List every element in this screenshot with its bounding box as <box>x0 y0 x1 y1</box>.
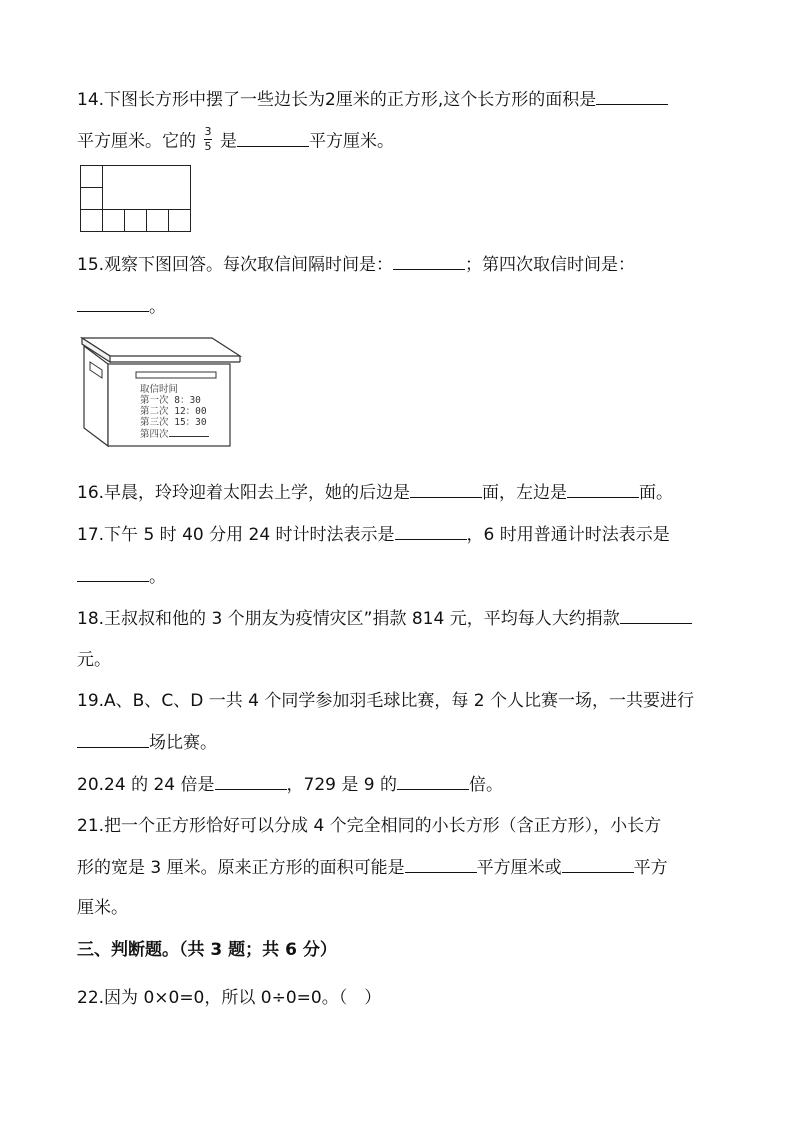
q21-line2: 形的宽是 3 厘米。原来正方形的面积可能是 平方厘米或 平方 <box>77 858 668 878</box>
q14-blank-area[interactable] <box>596 88 668 105</box>
q17-blank-24h[interactable] <box>395 523 467 540</box>
fraction-three-fifths: $\frac{3}{5}$ <box>204 125 212 153</box>
q20-blank-times[interactable] <box>397 773 469 790</box>
q14-line1: 14.下图长方形中摆了一些边长为2厘米的正方形,这个长方形的面积是 <box>77 88 668 111</box>
q16-blank-behind[interactable] <box>410 481 482 498</box>
schedule-row: 第四次 <box>140 428 209 440</box>
schedule-title: 取信时间 <box>140 384 179 395</box>
rectangle-with-squares-figure <box>80 165 192 233</box>
q20-blank-product[interactable] <box>215 773 287 790</box>
schedule-row: 第一次 8：30 <box>140 395 201 406</box>
q19-line2: 场比赛。 <box>77 731 217 754</box>
q18-line2: 元。 <box>77 650 111 670</box>
q17-blank-12h[interactable] <box>77 565 149 582</box>
q15-blank-fourth-time[interactable] <box>77 295 149 312</box>
q18-blank-donation[interactable] <box>620 607 692 624</box>
q21-line3: 厘米。 <box>77 898 128 918</box>
q21-blank-area2[interactable] <box>562 856 634 873</box>
schedule-row: 第三次 15：30 <box>140 417 207 428</box>
q17-line1: 17.下午 5 时 40 分用 24 时计时法表示是 ，6 时用普通计时法表示是 <box>77 525 670 545</box>
q19-blank-matches[interactable] <box>77 731 149 748</box>
q19-line1: 19.A、B、C、D 一共 4 个同学参加羽毛球比赛，每 2 个人比赛一场，一共要进行 <box>77 691 694 711</box>
q14-line2: 平方厘米。它的 $\frac{3}{5}$ 是 平方厘米。 <box>77 125 394 153</box>
q20-line: 20.24 的 24 倍是 ，729 是 9 的 倍。 <box>77 775 503 795</box>
q18-line1: 18.王叔叔和他的 3 个朋友为疫情灾区”捐款 814 元，平均每人大约捐款 <box>77 607 692 630</box>
q15-line2: 。 <box>77 295 166 318</box>
q15-line1: 15.观察下图回答。每次取信间隔时间是： ；第四次取信时间是： <box>77 255 636 275</box>
section-heading: 三、判断题。（共 3 题；共 6 分） <box>77 940 337 960</box>
q17-line2: 。 <box>77 565 166 588</box>
q22-line: 22.因为 0×0=0，所以 0÷0=0。（ ） <box>77 988 382 1008</box>
q16-line: 16.早晨，玲玲迎着太阳去上学，她的后边是 面，左边是 面。 <box>77 483 674 503</box>
q16-blank-left[interactable] <box>567 481 639 498</box>
mailbox-schedule <box>140 384 209 440</box>
q15-blank-interval[interactable] <box>393 253 465 270</box>
schedule-row: 第二次 12：00 <box>140 406 207 417</box>
q21-blank-area1[interactable] <box>405 856 477 873</box>
q14-blank-fraction[interactable] <box>237 130 309 147</box>
q21-line1: 21.把一个正方形恰好可以分成 4 个完全相同的小长方形（含正方形），小长方 <box>77 816 662 836</box>
